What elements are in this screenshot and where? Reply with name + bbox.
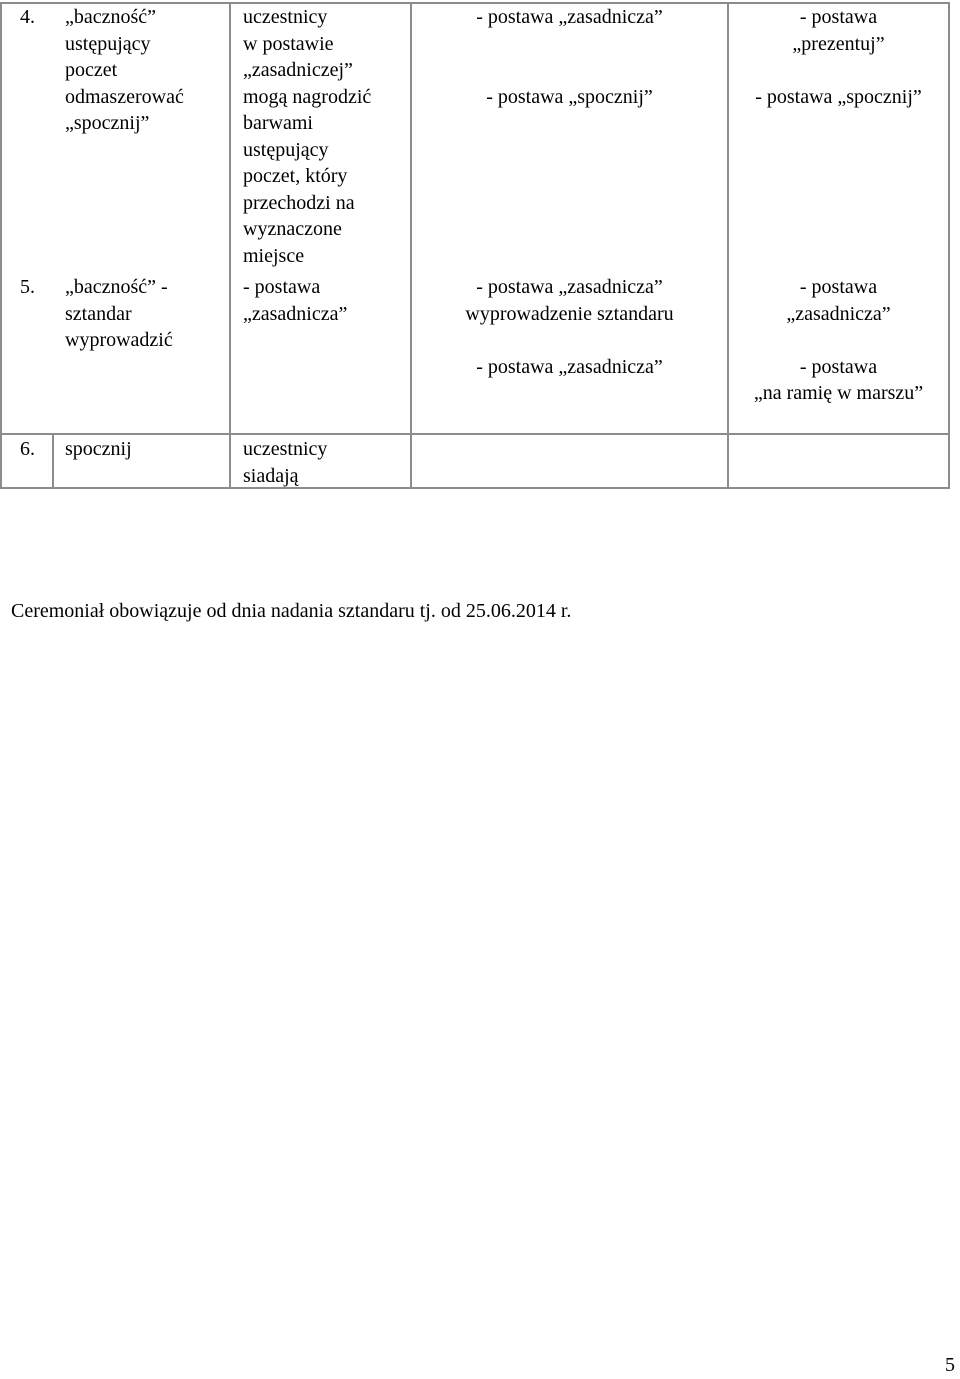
- cell-line: - postawa „spocznij”: [486, 85, 653, 108]
- cell-line: „baczność”: [65, 6, 157, 28]
- cell-line: - postawa: [799, 355, 878, 378]
- cell-line: - postawa „zasadnicza”: [476, 276, 663, 298]
- row-4-participants: [243, 4, 371, 269]
- table-border-col-number: [52, 435, 54, 489]
- cell-line: - postawa: [243, 276, 321, 298]
- cell-line: ustępujący: [243, 138, 329, 161]
- cell-line: „zasadnicza”: [243, 302, 348, 325]
- cell-line: „zasadnicza”: [786, 302, 891, 325]
- row-4-colors: [412, 4, 727, 110]
- cell-line: mogą nagrodzić: [243, 85, 372, 108]
- cell-line: „prezentuj”: [792, 32, 885, 55]
- ceremony-validity-note: Ceremoniał obowiązuje od dnia nadania sztandaru tj. od 25.06.2014 r.: [11, 600, 572, 622]
- cell-line: wyprowadzić: [65, 329, 173, 351]
- cell-line: sztandar: [65, 302, 132, 325]
- cell-line: - postawa „spocznij”: [755, 85, 922, 108]
- cell-line: poczet: [65, 59, 118, 81]
- cell-line: „zasadniczej”: [243, 59, 353, 81]
- table-border-bottom: [0, 487, 950, 489]
- cell-line: odmaszerować: [65, 85, 184, 108]
- cell-line: siadają: [243, 464, 299, 487]
- table-border-row-divider: [0, 433, 950, 435]
- cell-line: miejsce: [243, 244, 305, 267]
- row-5-participants: [243, 274, 347, 327]
- cell-line: [729, 327, 948, 354]
- cell-line: wyprowadzenie sztandaru: [465, 302, 674, 325]
- cell-line: uczestnicy: [243, 438, 328, 460]
- cell-line: - postawa „zasadnicza”: [476, 355, 663, 378]
- cell-line: [729, 57, 948, 84]
- row-6-number: 6.: [20, 438, 35, 460]
- table-border-left: [0, 2, 2, 489]
- cell-line: [412, 57, 727, 84]
- cell-line: poczet, który: [243, 165, 348, 187]
- cell-line: barwami: [243, 112, 313, 134]
- row-4-number: 4.: [20, 6, 35, 28]
- row-6-command: [65, 436, 132, 463]
- cell-line: ustępujący: [65, 32, 151, 55]
- row-6-participants: [243, 436, 327, 489]
- cell-line: [412, 31, 727, 58]
- page-number: 5: [945, 1354, 955, 1376]
- cell-line: [412, 327, 727, 354]
- row-4-command: [65, 4, 184, 137]
- cell-line: przechodzi na: [243, 191, 355, 214]
- table-border-col-command: [229, 2, 231, 489]
- cell-line: wyznaczone: [243, 218, 342, 240]
- cell-line: - postawa: [799, 276, 878, 298]
- cell-line: „na ramię w marszu”: [753, 382, 924, 404]
- cell-line: - postawa „zasadnicza”: [476, 6, 663, 28]
- row-5-colors: [412, 274, 727, 380]
- row-5-number: 5.: [20, 276, 35, 298]
- cell-line: spocznij: [65, 438, 132, 460]
- row-5-flag: [729, 274, 948, 407]
- cell-line: uczestnicy: [243, 6, 328, 28]
- cell-line: - postawa: [799, 6, 878, 28]
- cell-line: w postawie: [243, 32, 334, 55]
- cell-line: „baczność” -: [65, 276, 168, 298]
- row-5-command: [65, 274, 173, 354]
- cell-line: „spocznij”: [65, 112, 150, 134]
- row-4-flag: [729, 4, 948, 110]
- table-border-right: [948, 2, 950, 489]
